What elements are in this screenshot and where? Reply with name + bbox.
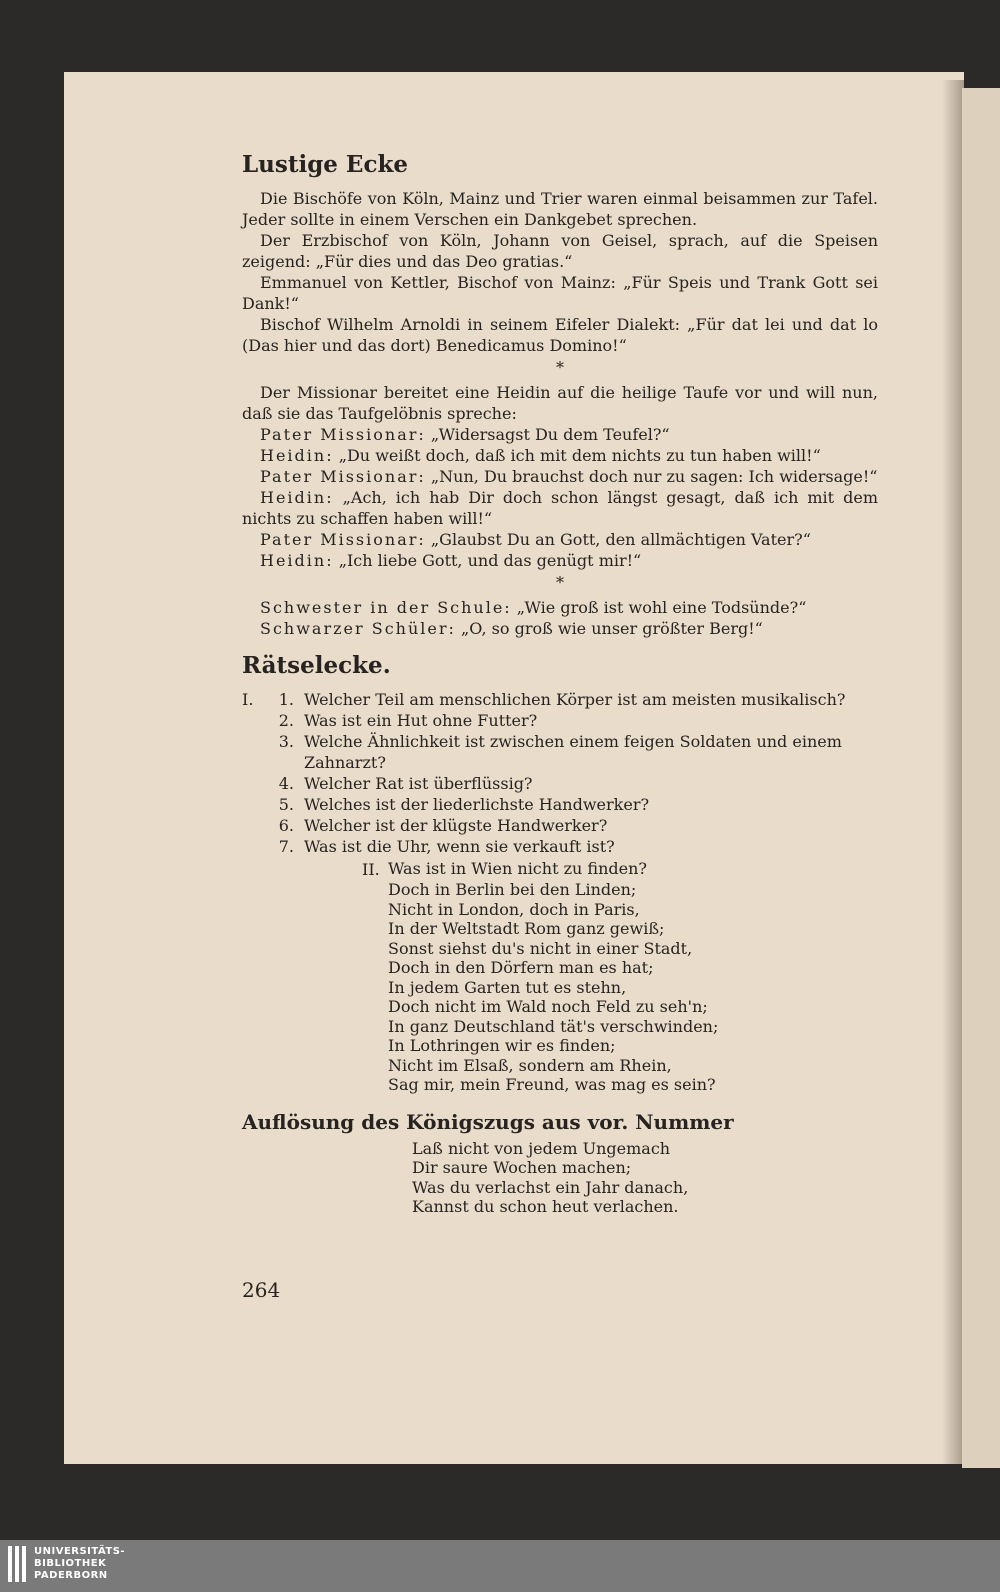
dialogue-line [242,424,878,445]
paragraph: Bischof Wilhelm Arnoldi in seinem Eifeler Dialekt: „Für dat lei und dat lo (Das hier und das dort) Benedicamus Domino!“ [242,315,878,355]
dialogue-text: „Ich liebe Gott, und das genügt mir!“ [338,551,642,570]
riddle-number: 3. [278,732,294,751]
book-gutter [942,80,964,1464]
part-label: II. [362,860,380,879]
riddle-item [242,731,878,773]
speaker: Pater Missionar: [260,425,426,444]
poem-line: Was ist in Wien nicht zu finden? [388,859,647,878]
separator: * [556,573,564,592]
poem-line: In ganz Deutschland tät's verschwinden; [388,1016,719,1036]
dialogue-text: „O, so groß wie unser größter Berg!“ [461,619,763,638]
riddle-number: 2. [278,711,294,730]
riddle-text: Welche Ähnlichkeit ist zwischen einem feigen Soldaten und einem Zahnarzt? [304,732,842,772]
dialogue-line [242,487,878,529]
separator: * [556,358,564,377]
dialogue-line [242,466,878,487]
dialogue-line [242,597,878,618]
section-title-aufloesung: Auflösung des Königszugs aus vor. Nummer [242,1109,734,1134]
dialogue-text: „Nun, Du brauchst doch nur zu sagen: Ich widersage!“ [430,467,878,486]
library-logo [8,1546,125,1582]
paragraph: Emmanuel von Kettler, Bischof von Mainz: „Für Speis und Trank Gott sei Dank!“ [242,273,878,313]
speaker: Pater Missionar: [260,530,426,549]
riddle-poem [362,859,878,1095]
logo-line: BIBLIOTHEK [34,1558,107,1569]
poem-line: Sag mir, mein Freund, was mag es sein? [388,1075,716,1094]
dialogue-line [242,550,878,571]
dialogue-line [242,618,878,639]
poem-line: Doch nicht im Wald noch Feld zu seh'n; [388,997,708,1016]
paragraph: Die Bischöfe von Köln, Mainz und Trier waren einmal beisammen zur Tafel. Jeder sollte in einem Verschen ein Dankgebet sprechen. [242,189,878,229]
riddle-text: Welches ist der liederlichste Handwerker? [304,795,650,814]
verse-line: Dir saure Wochen machen; [412,1158,632,1177]
dialogue-text: „Widersagst Du dem Teufel?“ [430,425,670,444]
riddle-number: 7. [278,837,294,856]
dialogue-line [242,529,878,550]
poem-line: In jedem Garten tut es stehn, [388,977,627,997]
solution-verse [412,1139,878,1217]
page-content [242,150,878,1217]
riddle-item [242,836,878,857]
riddle-item [242,815,878,836]
part-label: I. [242,690,254,709]
riddle-number: 6. [278,816,294,835]
library-footer [0,1540,1000,1592]
riddle-text: Welcher Teil am menschlichen Körper ist am meisten musikalisch? [304,690,846,709]
speaker: Heidin: [260,488,334,507]
riddle-text: Welcher ist der klügste Handwerker? [304,816,608,835]
dialogue-text: „Glaubst Du an Gott, den allmächtigen Vater?“ [430,530,811,549]
verse-line: Laß nicht von jedem Ungemach [412,1138,671,1158]
riddle-item [242,794,878,815]
speaker: Schwester in der Schule: [260,598,512,617]
riddle-item [242,773,878,794]
page-number: 264 [242,1278,281,1302]
section-title-raetselecke: Rätselecke. [242,652,391,679]
dialogue-text: „Ach, ich hab Dir doch schon längst gesagt, daß ich mit dem nichts zu schaffen haben will!“ [242,488,878,528]
logo-line: PADERBORN [34,1570,108,1581]
riddle-number: 4. [278,774,294,793]
riddle-text: Was ist ein Hut ohne Futter? [304,711,538,730]
speaker: Schwarzer Schüler: [260,619,456,638]
dialogue-text: „Wie groß ist wohl eine Todsünde?“ [516,598,807,617]
riddle-text: Welcher Rat ist überflüssig? [304,774,533,793]
poem-line: Sonst siehst du's nicht in einer Stadt, [388,938,693,958]
poem-line: Doch in den Dörfern man es hat; [388,958,654,977]
speaker: Heidin: [260,446,334,465]
riddle-item [242,710,878,731]
logo-bars-icon [8,1546,26,1582]
poem-line: In der Weltstadt Rom ganz gewiß; [388,919,665,938]
dialogue-text: „Du weißt doch, daß ich mit dem nichts zu tun haben will!“ [338,446,821,465]
speaker: Heidin: [260,551,334,570]
speaker: Pater Missionar: [260,467,426,486]
dialogue-line [242,445,878,466]
poem-line: Nicht im Elsaß, sondern am Rhein, [388,1055,672,1075]
logo-line: UNIVERSITÄTS- [34,1546,126,1557]
verse-line: Kannst du schon heut verlachen. [412,1197,679,1216]
riddle-number: 1. [278,690,294,709]
poem-line: In Lothringen wir es finden; [388,1036,616,1055]
riddle-number: 5. [278,795,294,814]
poem-line: Doch in Berlin bei den Linden; [388,880,637,899]
poem-line: Nicht in London, doch in Paris, [388,899,640,919]
riddle-item [242,689,878,710]
verse-line: Was du verlachst ein Jahr danach, [412,1177,689,1197]
paragraph: Der Missionar bereitet eine Heidin auf die heilige Taufe vor und will nun, daß sie das Taufgelöbnis spreche: [242,383,878,423]
section-title-lustige-ecke: Lustige Ecke [242,151,409,178]
riddle-list [242,689,878,857]
riddle-text: Was ist die Uhr, wenn sie verkauft ist? [304,837,615,856]
facing-page-edge [962,88,1000,1468]
paragraph: Der Erzbischof von Köln, Johann von Geisel, sprach, auf die Speisen zeigend: „Für dies und das Deo gratias.“ [242,231,878,271]
